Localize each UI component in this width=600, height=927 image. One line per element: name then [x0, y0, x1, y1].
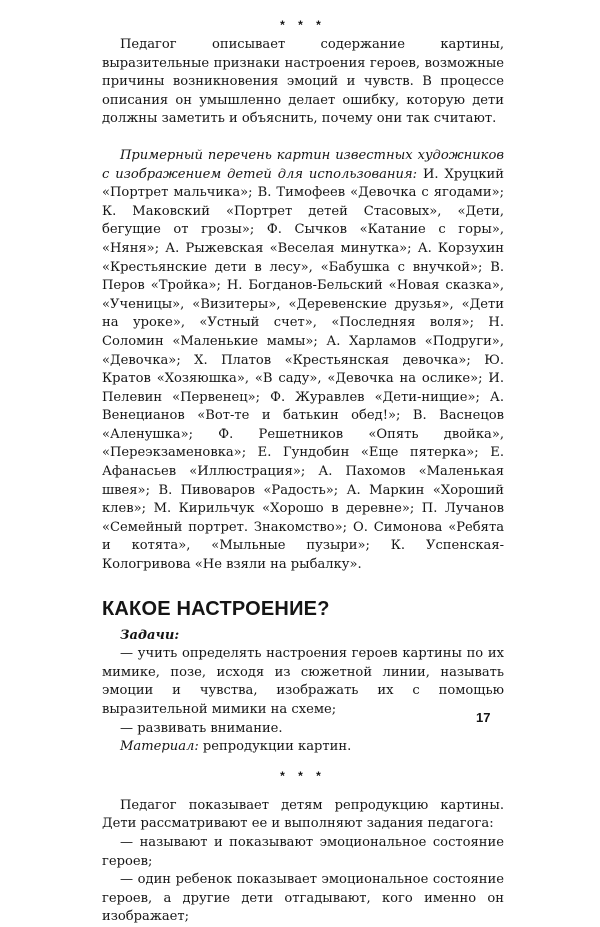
section-separator-2: * * * [280, 768, 326, 783]
page-content [102, 14, 504, 927]
procedure-item: — называют и показывают эмоциональное состояние героев; [102, 834, 504, 869]
tasks-label: Задачи: [120, 627, 180, 643]
paintings-list-text: И. Хруцкий «Портрет мальчика»; В. Тимофеев «Девочка с ягодами»; К. Маковский «Портрет детей Стасовых», «Дети, бегущие от грозы»; Ф. Сычков «Катание с горы», «Няня»; А. Рыжевская «Веселая минутка»; А. Корзухин «Крестьянские дети в лесу», «Бабушка с внучкой»; В. Перов «Тройка»; Н. Богданов-Бельский «Новая сказка», «Ученицы», «Визитеры», «Деревенские друзья», «Дети на уроке», «Устный счет», «Последняя воля»; Н. Соломин «Маленькие мамы»; А. Харламов «Подруги», «Девочка»; Х. Платов «Крестьянская девочка»; Ю. Кратов «Хозяюшка», «В саду», «Девочка на ослике»; И. Пелевин «Первенец»; Ф. Журавлев «Дети-нищие»; А. Венецианов «Вот-те и батькин обед!»; В. Васнецов «Аленушка»; Ф. Решетников «Опять двойка», «Переэкзаменовка»; Е. Гундобин «Еще пятерка»; Е. Афанасьев «Иллюстрация»; А. Пахомов «Маленькая швея»; В. Пивоваров «Радость»; А. Маркин «Хороший клев»; М. Кирильчук «Хорошо в деревне»; П. Лучанов «Семейный портрет. Знакомство»; О. Симонова «Ребята и котята», «Мыльные пузыри»; К. Успенская-Кологривова «Не взяли на рыбалку». [102, 166, 504, 573]
section-heading: КАКОЕ НАСТРОЕНИЕ? [102, 597, 330, 620]
tasks-label-line [102, 627, 504, 646]
paintings-list-lead: Примерный перечень картин известных художников с изображением детей для использования: [102, 147, 504, 182]
procedure-paragraph: Педагог показывает детям репродукцию картины. Дети рассматривают ее и выполняют задания педагога: [102, 797, 504, 832]
paintings-list-paragraph [102, 147, 504, 575]
material-label: Материал: [120, 739, 199, 755]
task-item: — развивать внимание. [120, 720, 283, 736]
section-separator: * * * [280, 18, 326, 32]
intro-paragraph: Педагог описывает содержание картины, выразительные признаки настроения героев, возможные причины возникновения эмоций и чувств. В процессе описания он умышленно делает ошибку, которую дети должны заметить и объяснить, почему они так считают. [102, 37, 504, 127]
task-item: — учить определять настроения героев картины по их мимике, позе, исходя из сюжетной линии, называть эмоции и чувства, изображать их с помощью выразительной мимики на схеме; [102, 646, 504, 717]
material-line [102, 738, 504, 757]
material-text: репродукции картин. [202, 739, 352, 755]
procedure-item: — один ребенок показывает эмоциональное состояние героев, а другие дети отгадывают, кого именно он изображает; [102, 872, 504, 925]
page-number: 17 [476, 710, 491, 725]
